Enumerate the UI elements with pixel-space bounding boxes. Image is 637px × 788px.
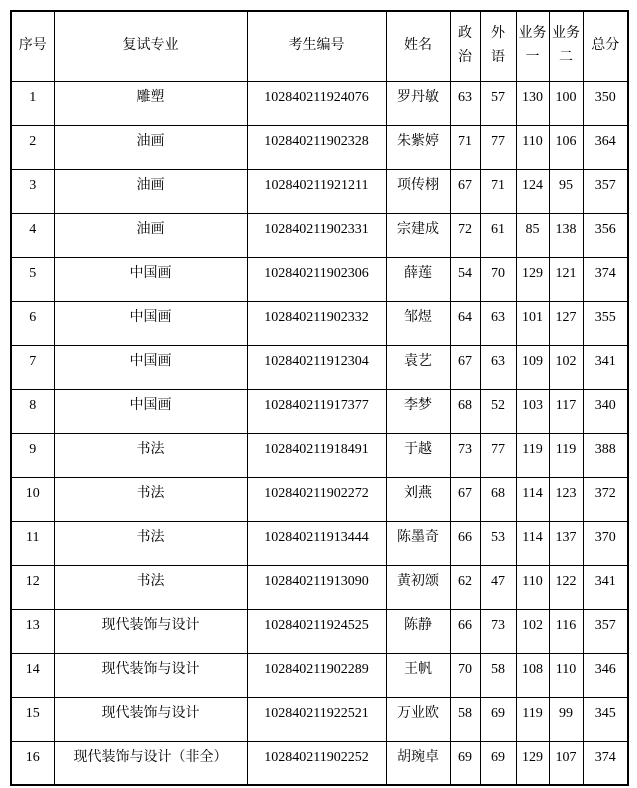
cell-total: 341 [583, 565, 628, 609]
cell-business_1: 129 [516, 741, 549, 785]
cell-index: 7 [11, 345, 54, 389]
cell-candidate_id: 102840211913444 [247, 521, 386, 565]
cell-candidate_id: 102840211902272 [247, 477, 386, 521]
cell-total: 356 [583, 213, 628, 257]
cell-candidate_id: 102840211902289 [247, 653, 386, 697]
cell-business_1: 119 [516, 433, 549, 477]
cell-foreign_language: 58 [480, 653, 516, 697]
table-body [11, 81, 628, 785]
cell-total: 374 [583, 257, 628, 301]
cell-foreign_language: 52 [480, 389, 516, 433]
cell-politics: 68 [450, 389, 480, 433]
table-row [11, 301, 628, 345]
cell-politics: 67 [450, 169, 480, 213]
cell-business_1: 119 [516, 697, 549, 741]
cell-name: 于越 [386, 433, 450, 477]
cell-politics: 54 [450, 257, 480, 301]
table-row [11, 257, 628, 301]
cell-politics: 73 [450, 433, 480, 477]
cell-business_2: 123 [549, 477, 583, 521]
cell-name: 项传栩 [386, 169, 450, 213]
cell-foreign_language: 61 [480, 213, 516, 257]
cell-business_2: 99 [549, 697, 583, 741]
cell-business_1: 101 [516, 301, 549, 345]
cell-major: 现代装饰与设计 [54, 653, 247, 697]
table-row [11, 81, 628, 125]
cell-name: 邹煜 [386, 301, 450, 345]
cell-politics: 66 [450, 609, 480, 653]
cell-name: 李梦 [386, 389, 450, 433]
column-header-index: 序号 [11, 11, 54, 81]
cell-major: 油画 [54, 169, 247, 213]
header-row [11, 11, 628, 81]
cell-foreign_language: 77 [480, 125, 516, 169]
cell-business_1: 130 [516, 81, 549, 125]
cell-business_2: 110 [549, 653, 583, 697]
table-header [11, 11, 628, 81]
cell-major: 现代装饰与设计 [54, 697, 247, 741]
column-header-business_2: 业务 二 [549, 11, 583, 81]
cell-foreign_language: 77 [480, 433, 516, 477]
table-row [11, 565, 628, 609]
cell-index: 3 [11, 169, 54, 213]
cell-candidate_id: 102840211913090 [247, 565, 386, 609]
cell-total: 345 [583, 697, 628, 741]
cell-total: 340 [583, 389, 628, 433]
cell-foreign_language: 63 [480, 301, 516, 345]
cell-business_2: 102 [549, 345, 583, 389]
cell-candidate_id: 102840211917377 [247, 389, 386, 433]
cell-name: 刘燕 [386, 477, 450, 521]
cell-business_1: 102 [516, 609, 549, 653]
cell-name: 宗建成 [386, 213, 450, 257]
cell-business_2: 107 [549, 741, 583, 785]
cell-business_2: 106 [549, 125, 583, 169]
cell-business_1: 108 [516, 653, 549, 697]
table-row [11, 477, 628, 521]
cell-name: 朱紫婷 [386, 125, 450, 169]
cell-foreign_language: 47 [480, 565, 516, 609]
cell-foreign_language: 57 [480, 81, 516, 125]
table-row [11, 653, 628, 697]
cell-major: 中国画 [54, 389, 247, 433]
cell-total: 372 [583, 477, 628, 521]
admission-score-table [10, 10, 629, 786]
cell-business_1: 110 [516, 565, 549, 609]
cell-index: 5 [11, 257, 54, 301]
cell-foreign_language: 69 [480, 697, 516, 741]
cell-index: 1 [11, 81, 54, 125]
cell-business_2: 121 [549, 257, 583, 301]
cell-index: 16 [11, 741, 54, 785]
column-header-business_1: 业务 一 [516, 11, 549, 81]
cell-major: 书法 [54, 433, 247, 477]
cell-name: 黄初颂 [386, 565, 450, 609]
cell-business_2: 127 [549, 301, 583, 345]
cell-politics: 64 [450, 301, 480, 345]
cell-index: 9 [11, 433, 54, 477]
cell-candidate_id: 102840211902252 [247, 741, 386, 785]
cell-total: 350 [583, 81, 628, 125]
cell-business_2: 137 [549, 521, 583, 565]
cell-total: 357 [583, 609, 628, 653]
cell-index: 12 [11, 565, 54, 609]
cell-name: 袁艺 [386, 345, 450, 389]
cell-index: 10 [11, 477, 54, 521]
cell-index: 2 [11, 125, 54, 169]
table-row [11, 697, 628, 741]
table-row [11, 389, 628, 433]
cell-candidate_id: 102840211902331 [247, 213, 386, 257]
cell-business_1: 114 [516, 521, 549, 565]
cell-total: 355 [583, 301, 628, 345]
cell-foreign_language: 73 [480, 609, 516, 653]
cell-major: 现代装饰与设计（非全） [54, 741, 247, 785]
cell-name: 胡琬卓 [386, 741, 450, 785]
cell-politics: 63 [450, 81, 480, 125]
cell-major: 油画 [54, 213, 247, 257]
cell-business_2: 116 [549, 609, 583, 653]
cell-foreign_language: 53 [480, 521, 516, 565]
cell-politics: 62 [450, 565, 480, 609]
column-header-politics: 政 治 [450, 11, 480, 81]
cell-major: 书法 [54, 565, 247, 609]
cell-major: 油画 [54, 125, 247, 169]
table-row [11, 433, 628, 477]
cell-index: 13 [11, 609, 54, 653]
cell-name: 罗丹敏 [386, 81, 450, 125]
cell-name: 王帆 [386, 653, 450, 697]
cell-business_2: 117 [549, 389, 583, 433]
cell-index: 4 [11, 213, 54, 257]
cell-business_1: 85 [516, 213, 549, 257]
cell-total: 364 [583, 125, 628, 169]
cell-total: 346 [583, 653, 628, 697]
cell-business_1: 129 [516, 257, 549, 301]
cell-candidate_id: 102840211902332 [247, 301, 386, 345]
cell-major: 中国画 [54, 301, 247, 345]
cell-politics: 67 [450, 477, 480, 521]
cell-total: 370 [583, 521, 628, 565]
cell-index: 11 [11, 521, 54, 565]
cell-index: 14 [11, 653, 54, 697]
cell-foreign_language: 71 [480, 169, 516, 213]
cell-candidate_id: 102840211924076 [247, 81, 386, 125]
cell-politics: 72 [450, 213, 480, 257]
cell-major: 中国画 [54, 257, 247, 301]
cell-politics: 69 [450, 741, 480, 785]
cell-foreign_language: 68 [480, 477, 516, 521]
cell-index: 6 [11, 301, 54, 345]
cell-name: 陈静 [386, 609, 450, 653]
cell-business_1: 114 [516, 477, 549, 521]
table-row [11, 213, 628, 257]
cell-major: 书法 [54, 477, 247, 521]
cell-candidate_id: 102840211918491 [247, 433, 386, 477]
cell-index: 15 [11, 697, 54, 741]
cell-candidate_id: 102840211902328 [247, 125, 386, 169]
cell-business_2: 119 [549, 433, 583, 477]
column-header-major: 复试专业 [54, 11, 247, 81]
cell-candidate_id: 102840211924525 [247, 609, 386, 653]
cell-candidate_id: 102840211902306 [247, 257, 386, 301]
cell-politics: 70 [450, 653, 480, 697]
table-row [11, 741, 628, 785]
column-header-name: 姓名 [386, 11, 450, 81]
column-header-total: 总分 [583, 11, 628, 81]
cell-name: 万业欧 [386, 697, 450, 741]
cell-major: 中国画 [54, 345, 247, 389]
cell-total: 341 [583, 345, 628, 389]
table-row [11, 521, 628, 565]
cell-business_2: 100 [549, 81, 583, 125]
cell-foreign_language: 70 [480, 257, 516, 301]
table-row [11, 609, 628, 653]
cell-politics: 67 [450, 345, 480, 389]
cell-business_1: 109 [516, 345, 549, 389]
cell-major: 雕塑 [54, 81, 247, 125]
cell-total: 388 [583, 433, 628, 477]
cell-candidate_id: 102840211921211 [247, 169, 386, 213]
cell-business_2: 122 [549, 565, 583, 609]
cell-business_1: 103 [516, 389, 549, 433]
cell-name: 薛莲 [386, 257, 450, 301]
cell-business_1: 110 [516, 125, 549, 169]
table-row [11, 345, 628, 389]
cell-business_1: 124 [516, 169, 549, 213]
cell-business_2: 138 [549, 213, 583, 257]
cell-foreign_language: 69 [480, 741, 516, 785]
cell-name: 陈墨奇 [386, 521, 450, 565]
cell-index: 8 [11, 389, 54, 433]
cell-major: 书法 [54, 521, 247, 565]
cell-major: 现代装饰与设计 [54, 609, 247, 653]
cell-candidate_id: 102840211922521 [247, 697, 386, 741]
table-row [11, 169, 628, 213]
cell-total: 357 [583, 169, 628, 213]
table-row [11, 125, 628, 169]
column-header-foreign_language: 外 语 [480, 11, 516, 81]
cell-foreign_language: 63 [480, 345, 516, 389]
cell-politics: 66 [450, 521, 480, 565]
cell-politics: 58 [450, 697, 480, 741]
cell-candidate_id: 102840211912304 [247, 345, 386, 389]
cell-business_2: 95 [549, 169, 583, 213]
cell-total: 374 [583, 741, 628, 785]
column-header-candidate_id: 考生编号 [247, 11, 386, 81]
cell-politics: 71 [450, 125, 480, 169]
